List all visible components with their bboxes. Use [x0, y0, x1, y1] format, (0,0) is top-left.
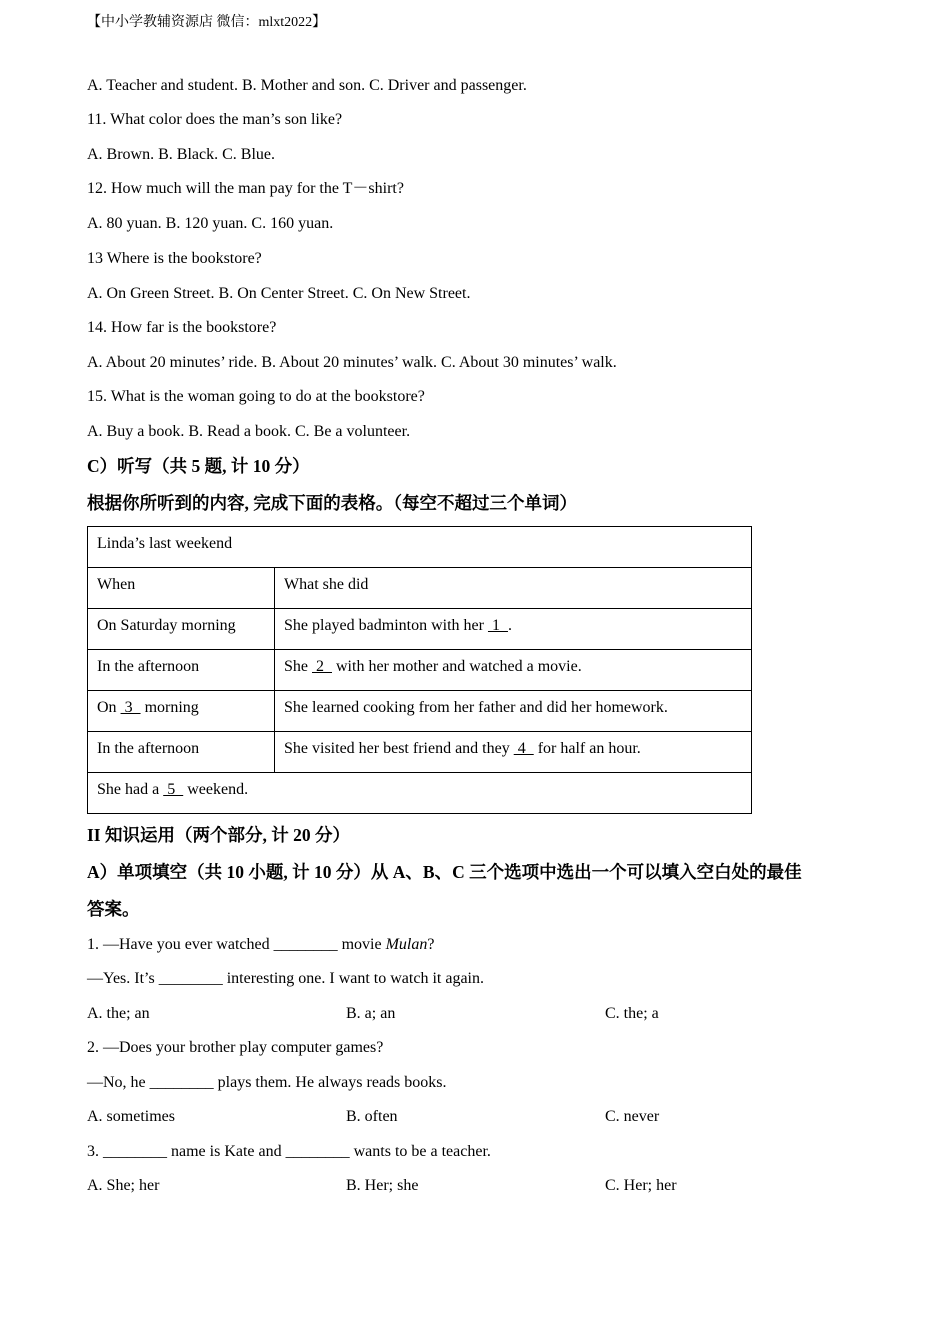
q3-option-b[interactable]: B. Her; she: [346, 1177, 419, 1194]
q11-question: 11. What color does the man’s son like?: [87, 111, 343, 128]
table-row: [88, 568, 752, 609]
q14-question: 14. How far is the bookstore?: [87, 319, 277, 336]
table-row: [88, 609, 752, 650]
table-title: Linda’s last weekend: [88, 527, 752, 568]
q15-options: A. Buy a book. B. Read a book. C. Be a volunteer.: [87, 423, 411, 440]
section-c-title: C）听写（共 5 题, 计 10 分）: [87, 456, 310, 476]
blank-4[interactable]: 4: [513, 740, 534, 757]
cell-text: She had a: [97, 781, 164, 798]
blank-1[interactable]: 1: [487, 617, 508, 634]
q12-options: A. 80 yuan. B. 120 yuan. C. 160 yuan.: [87, 215, 334, 232]
section-a-instructions-cont: 答案。: [87, 899, 140, 919]
q13-options: A. On Green Street. B. On Center Street. C. On New Street.: [87, 285, 471, 302]
q3-option-c[interactable]: C. Her; her: [605, 1177, 677, 1194]
cell-what: [275, 650, 752, 691]
cell-text: for half an hour.: [533, 740, 641, 757]
cell-text: She played badminton with her: [284, 617, 488, 634]
cell-when: [88, 691, 275, 732]
section-a-instructions: A）单项填空（共 10 小题, 计 10 分）从 A、B、C 三个选项中选出一个可以填入空白处的最佳: [87, 862, 802, 882]
q15-question: 15. What is the woman going to do at the bookstore?: [87, 388, 425, 405]
q11-options: A. Brown. B. Black. C. Blue.: [87, 146, 275, 163]
q2-option-c[interactable]: C. never: [605, 1108, 660, 1125]
cell-when: In the afternoon: [88, 732, 275, 773]
q13-question: 13 Where is the bookstore?: [87, 250, 262, 267]
q3-option-a[interactable]: A. She; her: [87, 1177, 160, 1194]
part-2-title: II 知识运用（两个部分, 计 20 分）: [87, 825, 350, 845]
q1-line-1: [87, 934, 434, 956]
section-c-instructions: 根据你所听到的内容, 完成下面的表格。（每空不超过三个单词）: [87, 493, 577, 513]
q14-options: A. About 20 minutes’ ride. B. About 20 minutes’ walk. C. About 30 minutes’ walk.: [87, 354, 617, 371]
cell-text: morning: [140, 699, 199, 716]
q1-option-b[interactable]: B. a; an: [346, 1005, 396, 1022]
summary-cell: [88, 773, 752, 814]
cell-what: [275, 609, 752, 650]
table-row: [88, 527, 752, 568]
cell-text: On: [97, 699, 121, 716]
table-row: [88, 732, 752, 773]
header-when: When: [88, 568, 275, 609]
q1-line-2: —Yes. It’s ________ interesting one. I want to watch it again.: [87, 970, 484, 987]
q10-options: A. Teacher and student. B. Mother and son. C. Driver and passenger.: [87, 77, 527, 94]
blank-5[interactable]: 5: [163, 781, 184, 798]
cell-when: On Saturday morning: [88, 609, 275, 650]
q1-text-end: ?: [427, 936, 435, 953]
q2-line-1: 2. —Does your brother play computer games?: [87, 1039, 384, 1056]
header-what: What she did: [275, 568, 752, 609]
table-row: [88, 773, 752, 814]
movie-title: Mulan: [385, 936, 428, 953]
q1-text: 1. —Have you ever watched ________ movie: [87, 936, 386, 953]
cell-text: She: [284, 658, 312, 675]
q3-line: 3. ________ name is Kate and ________ wants to be a teacher.: [87, 1143, 491, 1160]
watermark-header: 【中小学教辅资源店 微信：mlxt2022】: [87, 15, 327, 30]
q2-option-a[interactable]: A. sometimes: [87, 1108, 175, 1125]
blank-2[interactable]: 2: [312, 658, 332, 675]
q2-option-b[interactable]: B. often: [346, 1108, 398, 1125]
cell-text: weekend.: [183, 781, 249, 798]
blank-3[interactable]: 3: [120, 699, 141, 716]
q1-option-c[interactable]: C. the; a: [605, 1005, 659, 1022]
q12-question: 12. How much will the man pay for the T－shirt?: [87, 180, 404, 197]
q2-line-2: —No, he ________ plays them. He always reads books.: [87, 1074, 447, 1091]
dictation-table: [87, 526, 752, 814]
cell-text: .: [507, 617, 512, 634]
cell-what: She learned cooking from her father and did her homework.: [275, 691, 752, 732]
cell-text: She visited her best friend and they: [284, 740, 514, 757]
cell-text: with her mother and watched a movie.: [332, 658, 582, 675]
q1-option-a[interactable]: A. the; an: [87, 1005, 150, 1022]
cell-when: In the afternoon: [88, 650, 275, 691]
cell-what: [275, 732, 752, 773]
table-row: [88, 691, 752, 732]
table-row: [88, 650, 752, 691]
